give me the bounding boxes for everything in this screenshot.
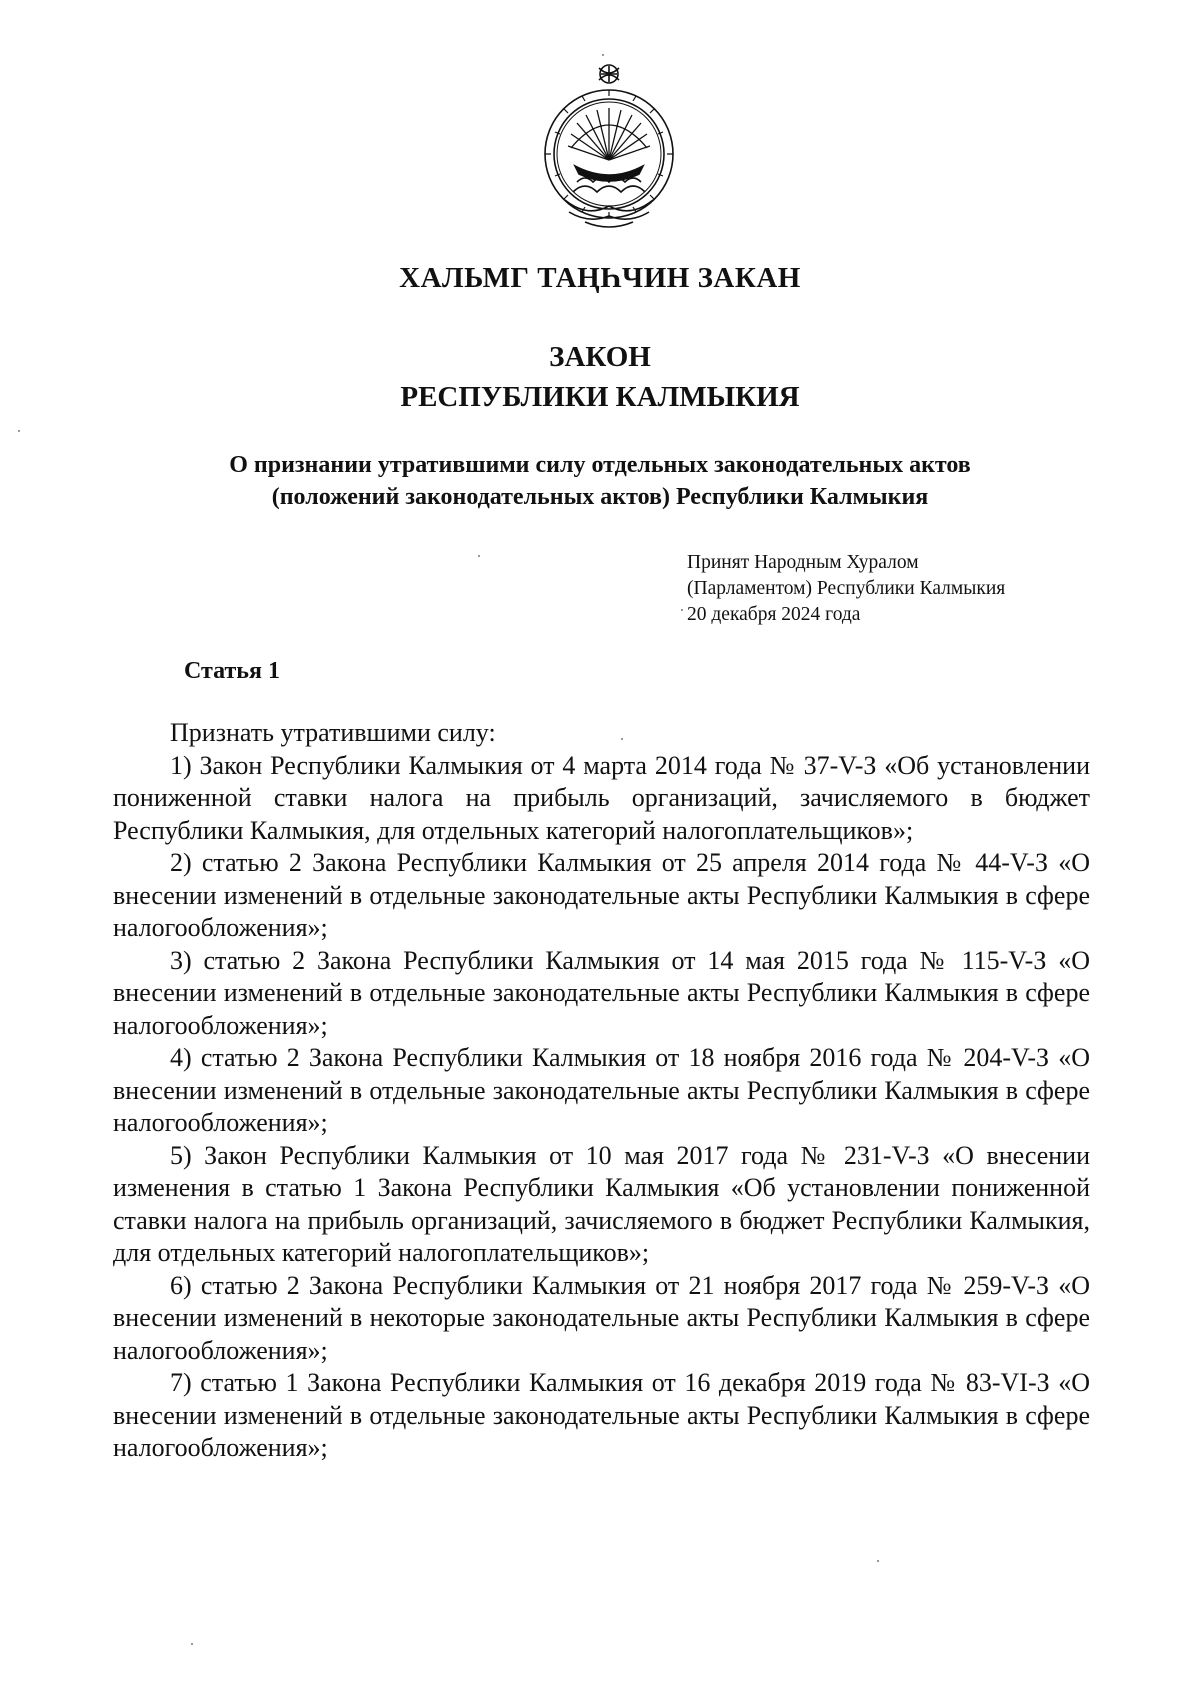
scan-speck (602, 54, 604, 56)
coat-of-arms-emblem (535, 62, 683, 232)
law-title (0, 337, 1200, 417)
adoption-line: Принят Народным Хуралом (687, 552, 919, 573)
law-title-line: РЕСПУБЛИКИ КАЛМЫКИЯ (400, 381, 800, 413)
scan-speck (621, 738, 623, 740)
subject-line: (положений законодательных актов) Республики Калмыкия (271, 484, 929, 510)
law-title-line: ЗАКОН (549, 341, 651, 373)
adoption-note (687, 550, 1005, 628)
article-intro: Признать утратившими силу: (170, 718, 496, 747)
list-item: 5) Закон Республики Калмыкия от 10 мая 2017 года № 231-V-З «О внесении изменения в статью 1 Закона Республики Калмыкия «Об установлении пониженной ставки налога на прибыль организаций, зачисляемого в бюджет Республики Калмыкия, для отдельных категорий налогоплательщиков»; (113, 1140, 1090, 1267)
adoption-date: 20 декабря 2024 года (687, 604, 861, 625)
subject-line: О признании утратившими силу отдельных законодательных актов (229, 452, 971, 478)
article-heading: Статья 1 (184, 658, 280, 684)
list-item: 7) статью 1 Закона Республики Калмыкия от 16 декабря 2019 года № 83-VI-З «О внесении изменений в отдельные законодательные акты Республики Калмыкия в сфере налогообложения»; (113, 1368, 1090, 1462)
scan-speck (877, 1560, 879, 1562)
list-item: 3) статью 2 Закона Республики Калмыкия от 14 мая 2015 года № 115-V-З «О внесении изменений в отдельные законодательные акты Республики Калмыкия в сфере налогообложения»; (113, 945, 1090, 1040)
adoption-line: (Парламентом) Республики Калмыкия (687, 578, 1006, 599)
scan-speck (191, 1643, 193, 1645)
article-body (113, 717, 1090, 1465)
scan-speck (478, 555, 480, 557)
kalmyk-title: ХАЛЬМГ ТАҢҺЧИН ЗАКАН (399, 262, 801, 294)
list-item: 4) статью 2 Закона Республики Калмыкия от 18 ноября 2016 года № 204-V-З «О внесении изменений в отдельные законодательные акты Республики Калмыкия в сфере налогообложения»; (113, 1043, 1090, 1137)
scan-speck (681, 609, 683, 611)
scan-speck (18, 430, 20, 432)
list-item: 1) Закон Республики Калмыкия от 4 марта 2014 года № 37-V-З «Об установлении пониженной ставки налога на прибыль организаций, зачисляемого в бюджет Республики Калмыкия, для отдельных категорий налогоплательщиков»; (113, 750, 1090, 845)
list-item: 6) статью 2 Закона Республики Калмыкия от 21 ноября 2017 года № 259-V-З «О внесении изменений в некоторые законодательные акты Республики Калмыкия в сфере налогообложения»; (113, 1270, 1090, 1365)
list-item: 2) статью 2 Закона Республики Калмыкия от 25 апреля 2014 года № 44-V-З «О внесении изменений в отдельные законодательные акты Республики Калмыкия в сфере налогообложения»; (113, 848, 1090, 942)
law-subject-title (110, 449, 1090, 513)
